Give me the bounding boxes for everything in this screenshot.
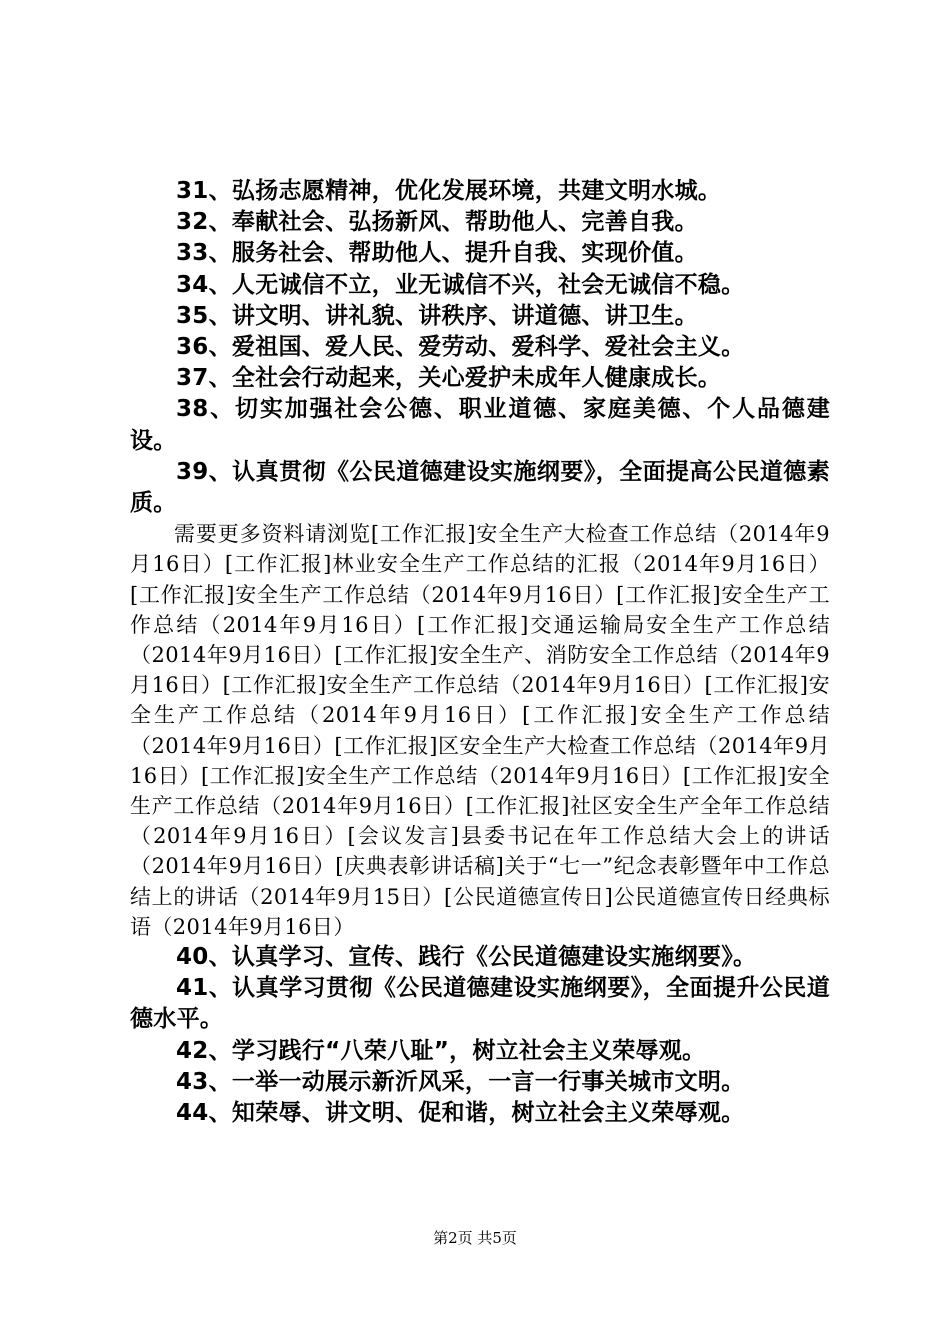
page-number-footer: 第2页 共5页 xyxy=(433,1229,517,1247)
slogan-36: 36、爱祖国、爱人民、爱劳动、爱科学、爱社会主义。 xyxy=(176,334,745,361)
page-body xyxy=(130,176,830,1129)
slogan-44: 44、知荣辱、讲文明、促和谐，树立社会主义荣辱观。 xyxy=(176,1100,745,1127)
slogan-32: 32、奉献社会、弘扬新风、帮助他人、完善自我。 xyxy=(176,209,698,236)
slogan-34: 34、人无诚信不立，业无诚信不兴，社会无诚信不稳。 xyxy=(176,271,745,298)
slogan-31: 31、弘扬志愿精神，优化发展环境，共建文明水城。 xyxy=(176,178,722,204)
more-resources-paragraph: 需要更多资料请浏览[工作汇报]安全生产大检查工作总结（2014年9月16日）[工作汇报]林业安全生产工作总结的汇报（2014年9月16日）[工作汇报]安全生产工作总结（2014年9月16日）[工作汇报]安全生产工作总结（2014年9月16日）[工作汇报]交通运输局安全生产工作总结（2014年9月16日）[工作汇报]安全生产、消防安全工作总结（2014年9月16日）[工作汇报]安全生产工作总结（2014年9月16日）[工作汇报]安全生产工作总结（2014年9月16日）[工作汇报]安全生产工作总结（2014年9月16日）[工作汇报]区安全生产大检查工作总结（2014年9月16日）[工作汇报]安全生产工作总结（2014年9月16日）[工作汇报]安全生产工作总结（2014年9月16日）[工作汇报]社区安全生产全年工作总结（2014年9月16日）[会议发言]县委书记在年工作总结大会上的讲话（2014年9月16日）[庆典表彰讲话稿]关于“七一”纪念表彰暨年中工作总结上的讲话（2014年9月15日）[公民道德宣传日]公民道德宣传日经典标语（2014年9月16日） xyxy=(130,522,830,939)
slogan-40: 40、认真学习、宣传、践行《公民道德建设实施纲要》。 xyxy=(176,944,757,971)
slogan-38: 38、切实加强社会公德、职业道德、家庭美德、个人品德建设。 xyxy=(130,396,830,454)
slogan-41: 41、认真学习贯彻《公民道德建设实施纲要》，全面提升公民道德水平。 xyxy=(130,975,830,1033)
slogan-35: 35、讲文明、讲礼貌、讲秩序、讲道德、讲卫生。 xyxy=(176,302,698,329)
slogan-42: 42、学习践行“八荣八耻”，树立社会主义荣辱观。 xyxy=(176,1037,706,1064)
slogan-37: 37、全社会行动起来，关心爱护未成年人健康成长。 xyxy=(176,365,722,392)
slogan-43: 43、一举一动展示新沂风采，一言一行事关城市文明。 xyxy=(176,1068,745,1095)
slogan-39: 39、认真贯彻《公民道德建设实施纲要》，全面提高公民道德素质。 xyxy=(130,458,830,517)
slogan-33: 33、服务社会、帮助他人、提升自我、实现价值。 xyxy=(176,240,698,267)
